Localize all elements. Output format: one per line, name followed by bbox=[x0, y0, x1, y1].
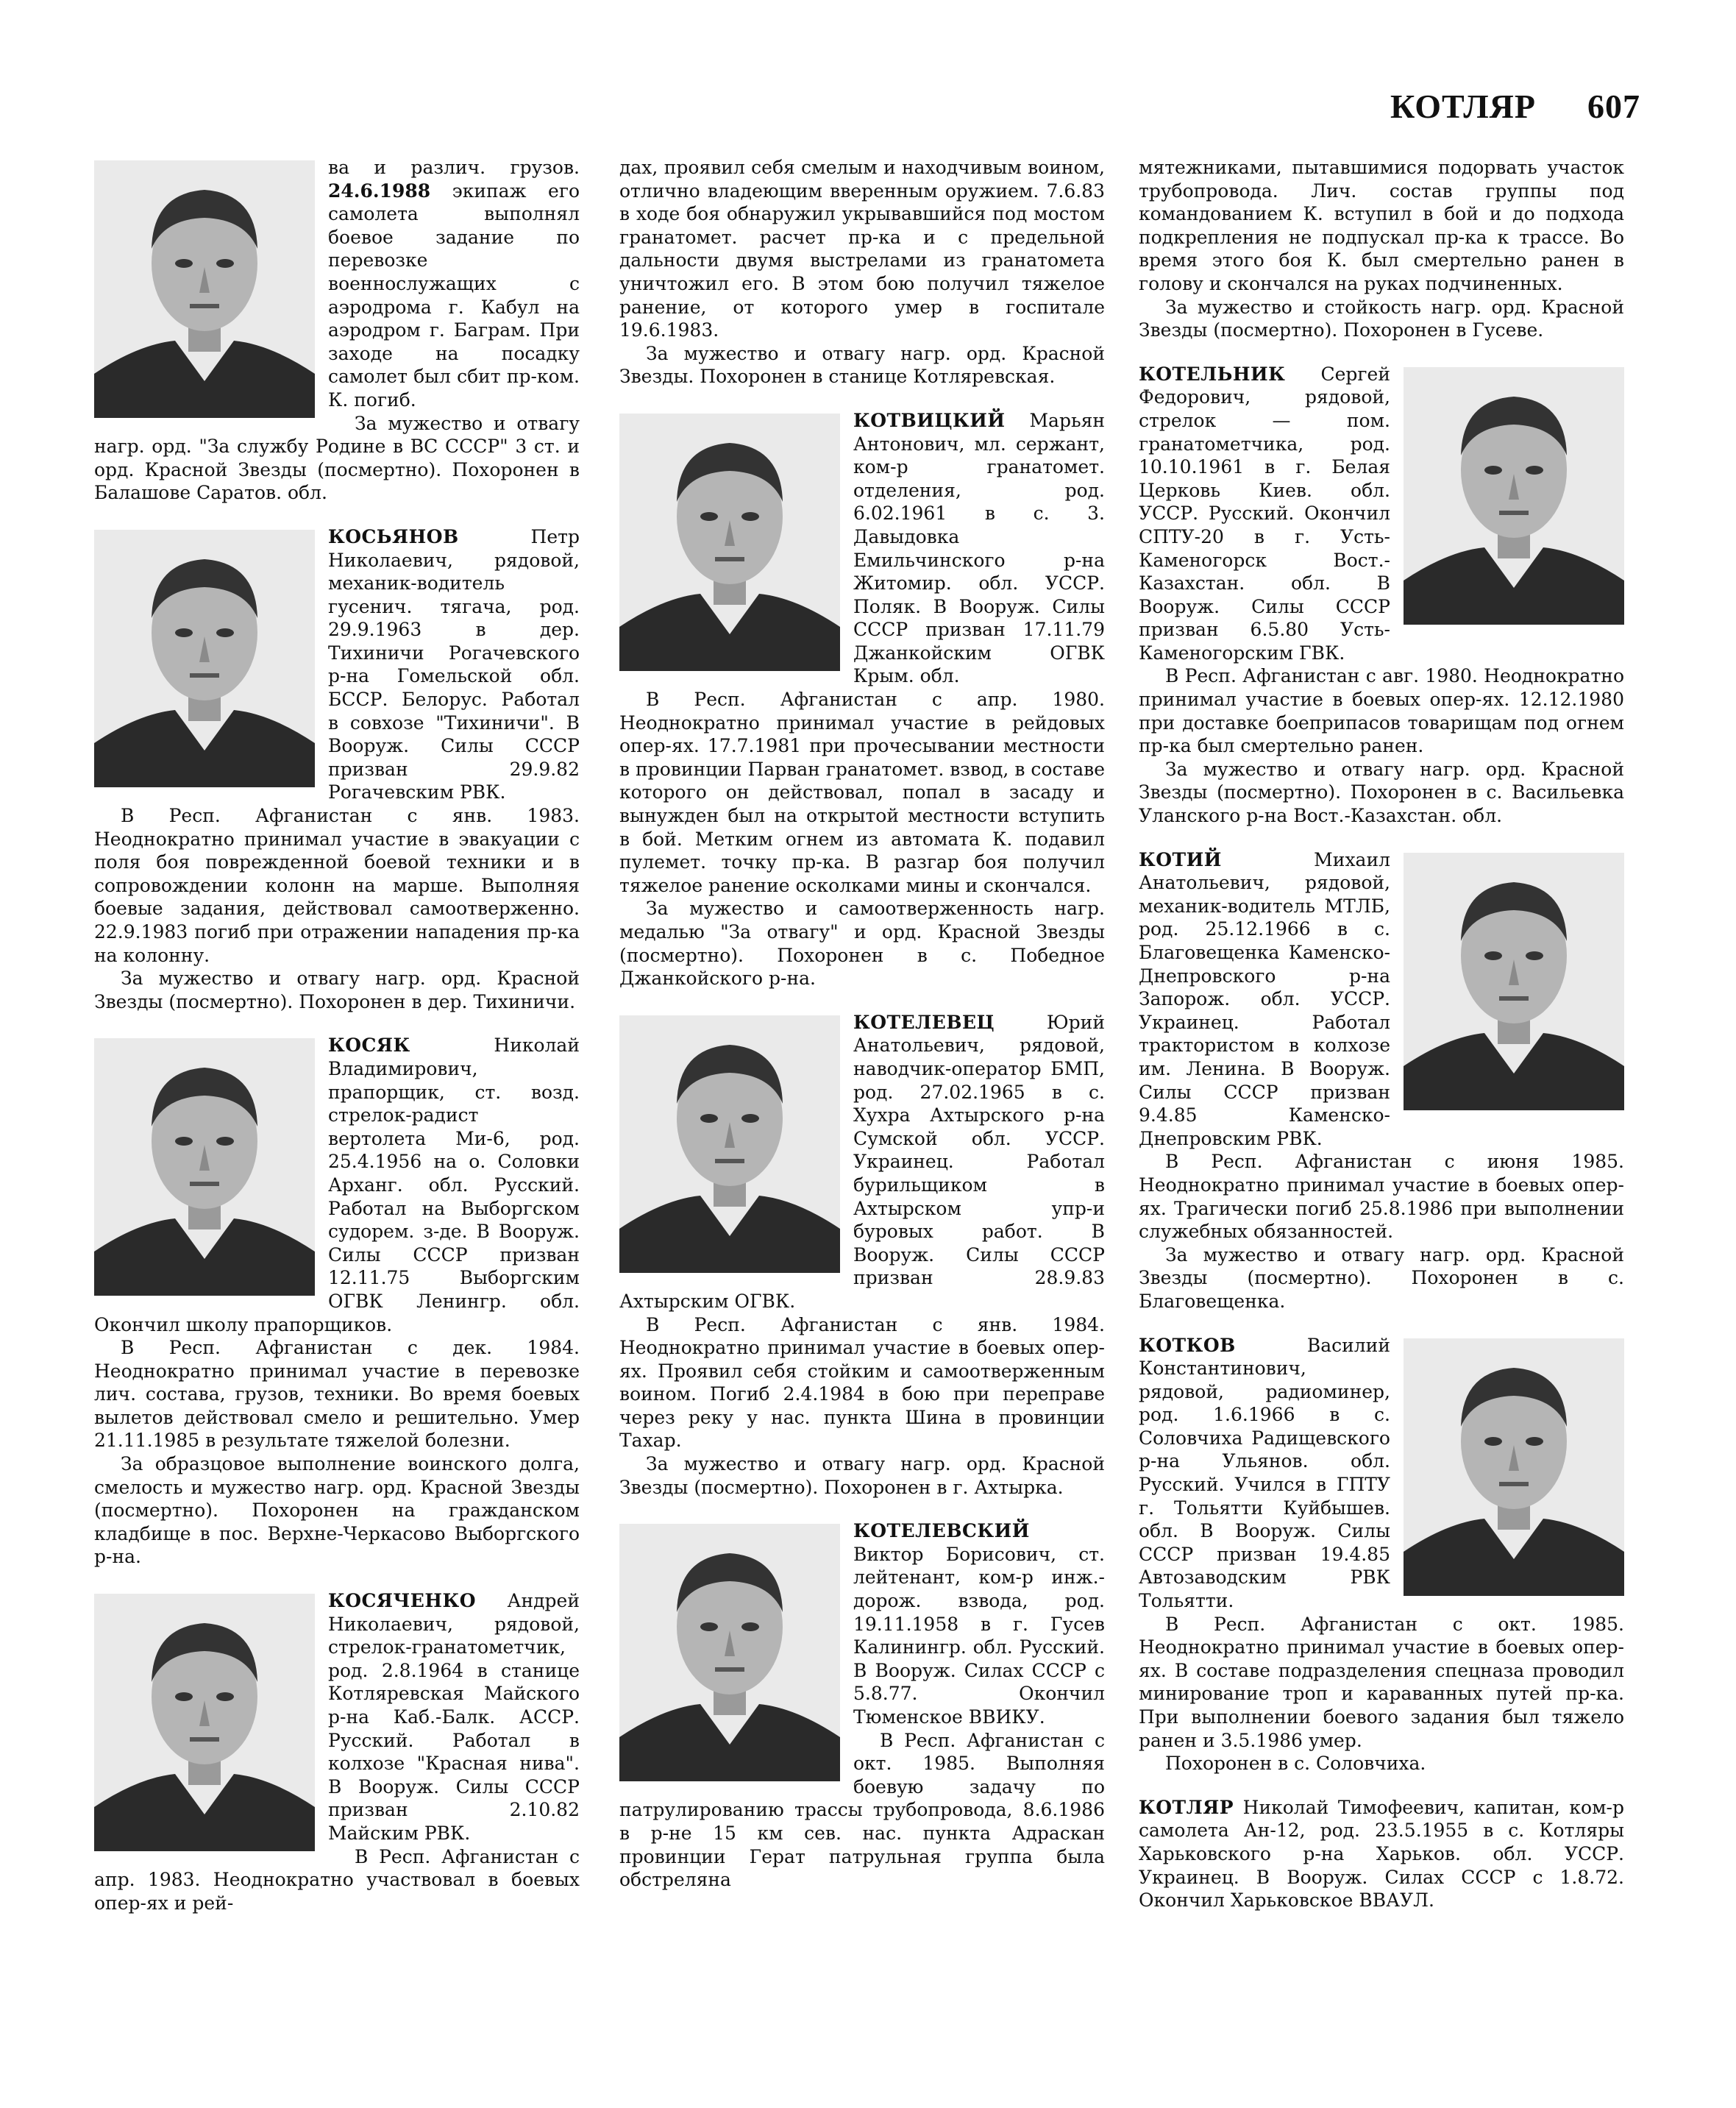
entry-surname: КОТКОВ bbox=[1139, 1334, 1236, 1356]
entry-surname: КОСЯЧЕНКО bbox=[328, 1590, 476, 1612]
portrait-photo bbox=[619, 1015, 840, 1273]
entry-kotelevets: КОТЕЛЕВЕЦ Юрий Анатольевич, рядовой, наводчик-оператор БМП, род. 27.02.1965 в с. Хухра Ахтырского р-на Сумской обл. УССР. Украинец. Работал бурильщиком в Ахтырском упр-и буровых работ. В Вооруж. Силы СССР призван 28.9.83 Ахтырским ОГВК. В Респ. Афганистан с янв. 1984. Неоднократно принимал участие в боевых опер-ях. Проявил себя стойким и самоотверженным воином. Погиб 2.4.1984 в бою при переправе через реку у нас. пункта Шина в провинции Тахар. За мужество и отвагу нагр. орд. Красной Звезды (посмертно). Похоронен в г. Ахтырка. bbox=[619, 1011, 1105, 1498]
portrait-photo bbox=[94, 160, 315, 418]
portrait-photo bbox=[619, 414, 840, 671]
column-3 bbox=[1139, 156, 1624, 1912]
entry-kotelnik: КОТЕЛЬНИК Сергей Федорович, рядовой, стрелок — пом. гранатометчика, род. 10.10.1961 в г. Белая Церковь Киев. обл. УССР. Русский. Окончил СПТУ-20 в г. Усть-Каменогорск Вост.-Казахстан. обл. В Вооруж. Силы СССР призван 6.5.80 Усть-Каменогорским ГВК. В Респ. Афганистан с авг. 1980. Неоднократно принимал участие в боевых опер-ях. 12.12.1980 при доставке боеприпасов товарищам под огнем пр-ка был смертельно ранен. За мужество и отвагу нагр. орд. Красной Звезды (посмертно). Похоронен в с. Васильевка Уланского р-на Вост.-Казахстан. обл. bbox=[1139, 363, 1624, 827]
header-title: КОТЛЯР bbox=[1390, 88, 1536, 125]
entry-continued-col3: мятежниками, пытавшимися подорвать участок трубопровода. Лич. состав группы под командованием К. вступил в бой и до подхода подкрепления не подпускал пр-ка к трассе. Во время этого боя К. был смертельно ранен в голову и скончался на руках подчиненных. За мужество и стойкость нагр. орд. Красной Звезды (посмертно). Похоронен в Гусеве. bbox=[1139, 157, 1624, 341]
entry-surname: КОСЬЯНОВ bbox=[328, 525, 459, 547]
running-header bbox=[1390, 87, 1640, 146]
entry-surname: КОСЯК bbox=[328, 1035, 410, 1057]
portrait-photo bbox=[94, 1038, 315, 1296]
portrait-photo bbox=[94, 1594, 315, 1851]
column-1 bbox=[94, 156, 580, 1914]
entry-kotkov: КОТКОВ Василий Константинович, рядовой, радиоминер, род. 1.6.1966 в с. Соловчиха Радищевского р-на Ульянов. обл. Русский. Учился в ГПТУ г. Тольятти Куйбышев. обл. В Вооруж. Силы СССР призван 19.4.85 Автозаводским РВК Тольятти. В Респ. Афганистан с окт. 1985. Неоднократно принимал участие в боевых опер-ях. В составе подразделения спецназа проводил минирование троп и караванных путей пр-ка. При выполнении боевого задания был тяжело ранен и 3.5.1986 умер. Похоронен в с. Соловчиха. bbox=[1139, 1334, 1624, 1775]
entry-surname: КОТЕЛЕВЕЦ bbox=[853, 1011, 995, 1033]
column-2 bbox=[619, 156, 1105, 1892]
entry-kosyachenko: КОСЯЧЕНКО Андрей Николаевич, рядовой, стрелок-гранатометчик, род. 2.8.1964 в станице Котляревская Майского р-на Каб.-Балк. АССР. Русский. Работал в колхозе "Красная нива". В Вооруж. Силы СССР призван 2.10.82 Майским РВК. В Респ. Афганистан с апр. 1983. Неоднократно участвовал в боевых опер-ях и рей- bbox=[94, 1590, 580, 1914]
entry-surname: КОТИЙ bbox=[1139, 848, 1222, 870]
entry-continued-col2: дах, проявил себя смелым и находчивым воином, отлично владеющим вверенным оружием. 7.6.83 в ходе боя обнаружил укрывавшийся под мостом гранатомет. расчет пр-ка и с предельной дальности двумя выстрелами из гранатомета уничтожил его. В этом бою получил тяжелое ранение, от которого умер в госпитале 19.6.1983. За мужество и отвагу нагр. орд. Красной Звезды. Похоронен в станице Котляревская. bbox=[619, 157, 1105, 388]
entry-kosyak: КОСЯК Николай Владимирович, прапорщик, ст. возд. стрелок-радист вертолета Ми-6, род. 25.4.1956 на о. Соловки Арханг. обл. Русский. Работал на Выборгском судорем. з-де. В Вооруж. Силы СССР призван 12.11.75 Выборгским ОГВК Ленингр. обл. Окончил школу прапорщиков. В Респ. Афганистан с дек. 1984. Неоднократно принимал участие в перевозке лич. состава, грузов, техники. Во время боевых вылетов действовал смело и решительно. Умер 21.11.1985 в результате тяжелой болезни. За образцовое выполнение воинского долга, смелость и мужество нагр. орд. Красной Звезды (посмертно). Похоронен на гражданском кладбище в пос. Верхне-Черкасово Выборгского р-на. bbox=[94, 1035, 580, 1568]
portrait-photo bbox=[619, 1524, 840, 1781]
entry-kotvitsky: КОТВИЦКИЙ Марьян Антонович, мл. сержант, ком-р гранатомет. отделения, род. 6.02.1961 в с. 3. Давыдовка Емильчинского р-на Житомир. обл. УССР. Поляк. В Вооруж. Силы СССР призван 17.11.79 Джанкойским ОГВК Крым. обл. В Респ. Афганистан с апр. 1980. Неоднократно принимал участие в рейдовых опер-ях. 17.7.1981 при прочесывании местности в провинции Парван гранатомет. взвод, в составе которого он действовал, попал в засаду и вынужден был на открытой местности вступить в бой. Метким огнем из автомата К. подавил пулемет. точку пр-ка. В разгар боя получил тяжелое ранение осколками мины и скончался. За мужество и самоотверженность нагр. медалью "За отвагу" и орд. Красной Звезды (посмертно). Похоронен в с. Победное Джанкойского р-на. bbox=[619, 409, 1106, 990]
entry-surname: КОТЕЛЬНИК bbox=[1139, 363, 1286, 385]
entry-surname: КОТВИЦКИЙ bbox=[853, 409, 1006, 431]
entry-surname: КОТЛЯР bbox=[1139, 1796, 1234, 1818]
portrait-photo bbox=[94, 530, 315, 787]
entry-kotiy: КОТИЙ Михаил Анатольевич, рядовой, механик-водитель МТЛБ, род. 25.12.1966 в с. Благовещенка Каменско-Днепровского р-на Запорож. обл. УССР. Украинец. Работал трактористом в колхозе им. Ленина. В Вооруж. Силы СССР призван 9.4.85 Каменско-Днепровским РВК. В Респ. Афганистан с июня 1985. Неоднократно принимал участие в боевых опер-ях. Трагически погиб 25.8.1986 при выполнении служебных обязанностей. За мужество и отвагу нагр. орд. Красной Звезды (посмертно). Похоронен в с. Благовещенка. bbox=[1139, 848, 1624, 1312]
entry-kosyanov: КОСЬЯНОВ Петр Николаевич, рядовой, механик-водитель гусенич. тягача, род. 29.9.1963 в дер. Тихиничи Рогачевского р-на Гомельской обл. БССР. Белорус. Работал в совхозе "Тихиничи". В Вооруж. Силы СССР призван 29.9.82 Рогачевским РВК. В Респ. Афганистан с янв. 1983. Неоднократно принимал участие в эвакуации с поля боя поврежденной боевой техники и в сопровождении колонн на марше. Выполняя боевые задания, действовал самоотверженно. 22.9.1983 погиб при отражении нападения пр-ка на колонну. За мужество и отвагу нагр. орд. Красной Звезды (посмертно). Похоронен в дер. Тихиничи. bbox=[94, 525, 580, 1012]
portrait-photo bbox=[1404, 853, 1624, 1110]
portrait-photo bbox=[1404, 367, 1624, 625]
page-number: 607 bbox=[1587, 88, 1640, 125]
portrait-photo bbox=[1404, 1338, 1624, 1596]
entry-surname: КОТЕЛЕВСКИЙ bbox=[853, 1520, 1030, 1542]
entry-kotlyar: КОТЛЯР Николай Тимофеевич, капитан, ком-р самолета Ан-12, род. 23.5.1955 в с. Котляры Харьковского р-на Харьков. обл. УССР. Украинец. В Вооруж. Силах СССР с 1.8.72. Окончил Харьковское ВВАУЛ. bbox=[1139, 1796, 1624, 1912]
entry-kotelevsky: КОТЕЛЕВСКИЙ Виктор Борисович, ст. лейтенант, ком-р инж.-дорож. взвода, род. 19.11.1958 в г. Гусев Калинингр. обл. Русский. В Вооруж. Силах СССР с 5.8.77. Окончил Тюменское ВВИКУ. В Респ. Афганистан с окт. 1985. Выполняя боевую задачу по патрулированию трассы трубопровода, 8.6.1986 в р-не 15 км сев. нас. пункта Адраскан провинции Герат патрульная группа была обстреляна bbox=[619, 1520, 1105, 1891]
entry-continued-col1: ва и различ. грузов. 24.6.1988 экипаж его самолета выполнял боевое задание по перевозке военнослужащих с аэродрома г. Кабул на аэродром г. Баграм. При заходе на посадку самолет был сбит пр-ком. К. погиб. За мужество и отвагу нагр. орд. "За службу Родине в ВС СССР" 3 ст. и орд. Красной Звезды (посмертно). Похоронен в Балашове Саратов. обл. bbox=[94, 157, 580, 504]
